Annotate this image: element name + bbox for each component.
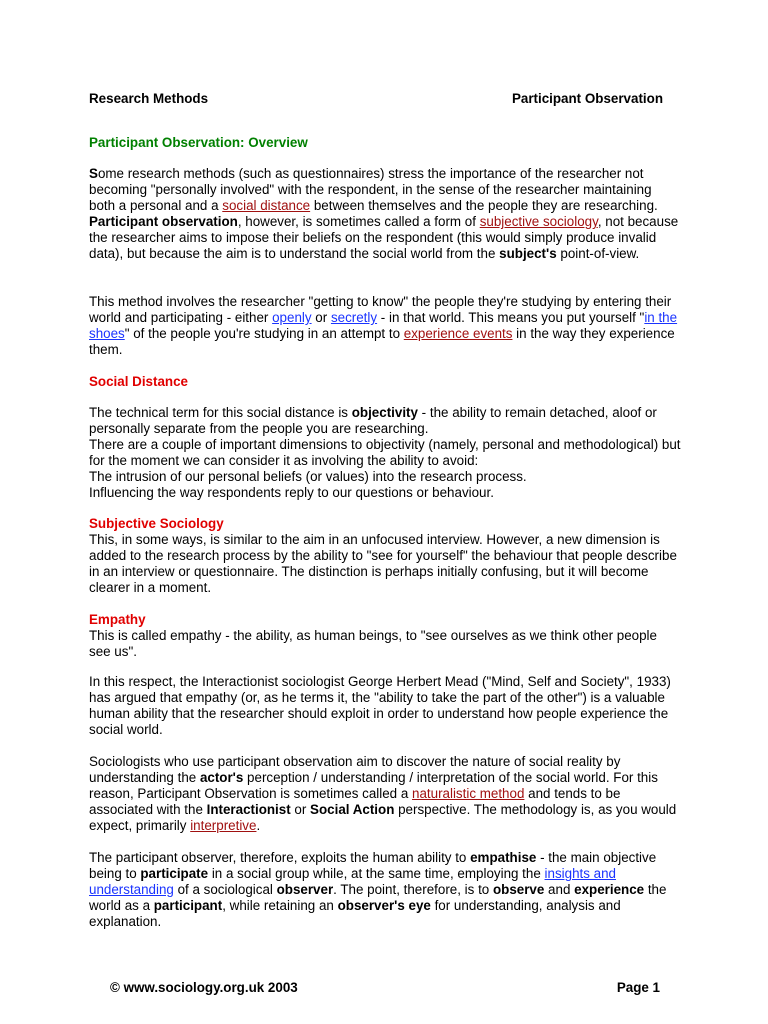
text: and (544, 882, 575, 897)
text: between themselves and the people they are researching. (310, 198, 658, 213)
text: of a sociological (173, 882, 277, 897)
header-left: Research Methods (89, 91, 209, 106)
text: for understanding, analysis and explanation. (89, 898, 621, 929)
text: or (311, 310, 331, 325)
bold-text: actor's (199, 770, 244, 785)
text: perception / understanding / interpretation of the social world. For this reason, Participant Observation is sometimes called a (89, 770, 658, 801)
empathy-heading: Empathy (89, 612, 146, 627)
bold-text: Participant observation (89, 214, 238, 229)
text: Sociologists who use participant observation aim to discover the nature of social reality by understanding the (89, 754, 621, 785)
social-distance-heading: Social Distance (89, 374, 188, 389)
social-distance-paragraph (89, 405, 681, 437)
bold-text: subject's (499, 246, 557, 261)
header-right: Participant Observation (511, 91, 663, 106)
text: point-of-view. (556, 246, 640, 261)
bold-text: empathise (470, 850, 537, 865)
link-interpretive[interactable]: interpretive (190, 818, 257, 833)
link-in-the-shoes[interactable]: in the shoes (89, 310, 678, 341)
drop-cap: S (89, 166, 98, 181)
bold-text: Social Action (310, 802, 395, 817)
empathy-paragraph-1: This is called empathy - the ability, as human beings, to "see ourselves as we think other people see us". (89, 628, 657, 659)
empathy-paragraph-4 (89, 850, 681, 930)
bold-text: observe (492, 882, 545, 897)
social-distance-line-2: There are a couple of important dimensions to objectivity (namely, personal and methodological) but for the moment we can consider it as involving the ability to avoid: (89, 437, 681, 468)
subjective-sociology-paragraph: This, in some ways, is similar to the aim in an unfocused interview. However, a new dimension is added to the research process by the ability to "see for yourself" the behaviour that people describe in an interview or questionnaire. The distinction is perhaps initially confusing, but it will become clearer in a moment. (89, 532, 677, 595)
text: - the ability to remain detached, aloof or personally separate from the people you are researching. (89, 405, 657, 436)
social-distance-line-4: Influencing the way respondents reply to our questions or behaviour. (89, 485, 494, 500)
link-social-distance[interactable]: social distance (222, 198, 311, 213)
text: , not because the researcher aims to impose their beliefs on the respondent (this would simply produce invalid data), but because the aim is to understand the social world from the (89, 214, 679, 261)
text: or (290, 802, 311, 817)
text: in a social group while, at the same time, employing the (208, 866, 545, 881)
footer-copyright: © www.sociology.org.uk 2003 (110, 980, 298, 995)
link-experience-events[interactable]: experience events (403, 326, 513, 341)
overview-paragraph-1 (89, 166, 681, 262)
text: - in that world. This means you put yourself " (377, 310, 645, 325)
bold-text: objectivity (351, 405, 418, 420)
link-subjective-sociology[interactable]: subjective sociology (479, 214, 598, 229)
text: ome research methods (such as questionnaires) stress the importance of the researcher not becoming "personally involved" with the respondent, in the sense of the researcher maintaining both a personal and a (89, 166, 652, 213)
social-distance-line-3: The intrusion of our personal beliefs (or values) into the research process. (89, 469, 527, 484)
text: and tends to be associated with the (89, 786, 621, 817)
empathy-paragraph-2: In this respect, the Interactionist sociologist George Herbert Mead ("Mind, Self and Society", 1933) has argued that empathy (or, as he terms it, the "ability to take the part of the other") is a valuable human ability that the researcher should exploit in order to understand how people experience the social world. (89, 674, 671, 737)
text: " of the people you're studying in an attempt to (124, 326, 404, 341)
text: The participant observer, therefore, exploits the human ability to (89, 850, 471, 865)
text: in the way they experience them. (89, 326, 675, 357)
text: perspective. The methodology is, as you would expect, primarily (89, 802, 677, 833)
footer-page-number: Page 1 (616, 980, 660, 995)
page-header (89, 91, 663, 107)
text: , however, is sometimes called a form of (237, 214, 480, 229)
overview-heading: Participant Observation: Overview (89, 135, 308, 150)
bold-text: participate (140, 866, 209, 881)
text: . The point, therefore, is to (333, 882, 493, 897)
link-openly[interactable]: openly (272, 310, 312, 325)
bold-text: Interactionist (206, 802, 291, 817)
text: the world as a (89, 882, 667, 913)
link-insights-and-understanding[interactable]: insights and understanding (89, 866, 616, 897)
text: The technical term for this social distance is (89, 405, 352, 420)
bold-text: observer's eye (337, 898, 431, 913)
overview-paragraph-2 (89, 294, 681, 358)
text: - the main objective being to (89, 850, 657, 881)
text: , while retaining an (222, 898, 338, 913)
text: This method involves the researcher "getting to know" the people they're studying by entering their world and participating - either (89, 294, 672, 325)
page-footer (110, 980, 660, 996)
subjective-sociology-heading: Subjective Sociology (89, 516, 224, 531)
link-secretly[interactable]: secretly (330, 310, 378, 325)
bold-text: observer (276, 882, 334, 897)
text: . (256, 818, 261, 833)
bold-text: participant (153, 898, 223, 913)
link-naturalistic-method[interactable]: naturalistic method (412, 786, 525, 801)
empathy-paragraph-3 (89, 754, 681, 834)
bold-text: experience (574, 882, 645, 897)
